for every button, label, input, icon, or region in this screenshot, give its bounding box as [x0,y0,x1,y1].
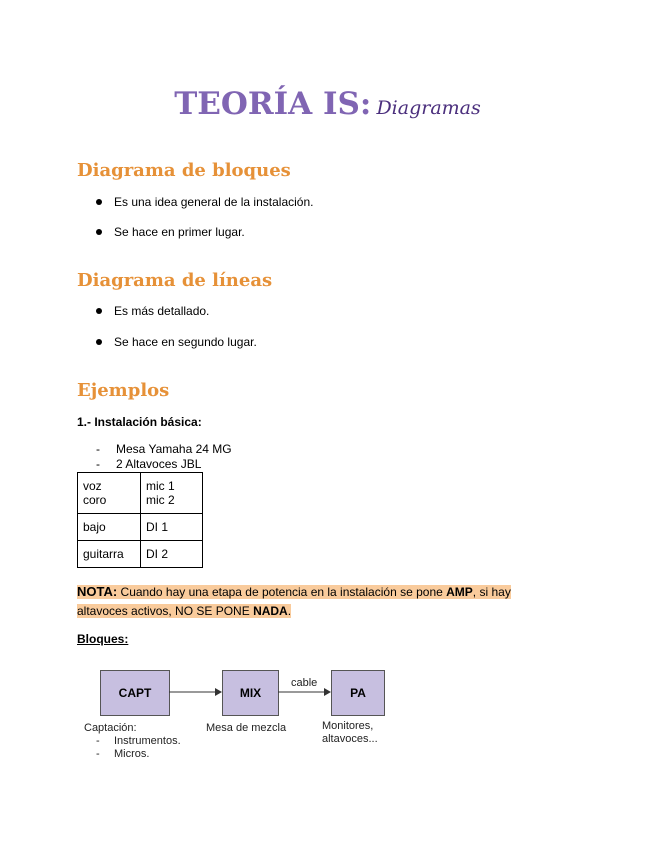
dash-marker: - [96,735,100,747]
caption-captacion: Captación: [84,722,137,734]
note-text: , si hay altavoces activos, NO SE PONE [77,585,511,618]
caption-item-text: Instrumentos. [114,735,181,747]
caption-mesa-mezcla: Mesa de mezcla [206,722,287,734]
bullet-text: Se hace en segundo lugar. [114,335,257,349]
cell-text: coro [83,493,107,507]
bloques-label: Bloques: [77,632,129,646]
table-cell: DI 2 [141,541,203,568]
note-text: Cuando hay una etapa de potencia en la instalación se pone [117,585,447,599]
cable-label: cable [291,677,318,689]
list-item-text: 2 Altavoces JBL [116,457,202,471]
caption-item [96,748,149,761]
cell-text: mic 1 [146,479,175,493]
note-label: NOTA: [77,584,118,599]
block-pa: PA [331,670,385,716]
block-capt: CAPT [100,670,170,716]
arrow-capt-to-mix [169,688,222,696]
title-subtitle: Diagramas [376,97,481,119]
caption-monitores: Monitores, [322,720,374,732]
heading-ejemplos: Ejemplos [77,380,170,401]
bullet-text: Es más detallado. [114,304,210,318]
bullet-text: Se hace en primer lugar. [114,225,245,239]
cell-text: voz [83,479,102,493]
caption-altavoces: altavoces... [322,733,378,745]
table-cell: DI 1 [141,514,203,541]
caption-item [96,735,181,748]
bullet-text: Es una idea general de la instalación. [114,195,314,209]
title-main: TEORÍA IS: [174,86,372,122]
heading-diagrama-bloques: Diagrama de bloques [77,160,291,181]
heading-diagrama-lineas: Diagrama de líneas [77,270,273,291]
table-cell: bajo [78,514,141,541]
table-cell: guitarra [78,541,141,568]
dash-marker: - [96,457,100,471]
list-item-text: Mesa Yamaha 24 MG [116,442,232,456]
subheading-instalacion-basica: 1.- Instalación básica: [77,415,202,429]
dash-marker: - [96,748,100,760]
note-bold-nada: NADA [253,604,288,618]
cell-text: mic 2 [146,493,175,507]
note-bold-amp: AMP [446,585,473,599]
block-mix: MIX [222,670,279,716]
note-text: . [287,604,292,618]
caption-item-text: Micros. [114,748,150,760]
dash-marker: - [96,442,100,456]
